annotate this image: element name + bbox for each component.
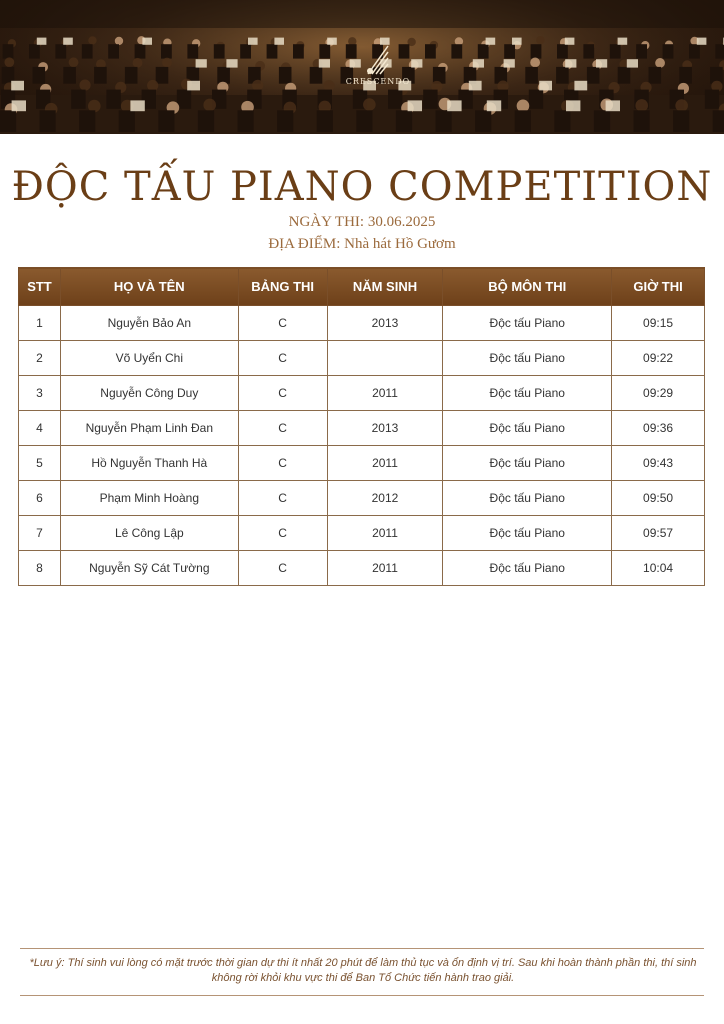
cell-time: 09:15 (612, 306, 705, 341)
cell-category: C (238, 446, 327, 481)
table-header-row (19, 268, 705, 306)
footer-divider-top (20, 948, 704, 949)
table-row (19, 481, 705, 516)
exam-date: NGÀY THI: 30.06.2025 (288, 214, 436, 230)
crescendo-logo (340, 44, 416, 100)
page-title: ĐỘC TẤU PIANO COMPETITION (11, 164, 713, 210)
cell-category: C (238, 411, 327, 446)
cell-time: 09:22 (612, 341, 705, 376)
cell-time: 10:04 (612, 551, 705, 586)
cell-time: 09:43 (612, 446, 705, 481)
cell-stt: 5 (19, 446, 61, 481)
cell-stt: 1 (19, 306, 61, 341)
orchestra-banner-image (0, 0, 724, 134)
schedule-table (18, 267, 705, 586)
cell-birth-year (327, 341, 443, 376)
cell-birth-year: 2011 (327, 376, 443, 411)
table-row (19, 446, 705, 481)
cell-stt: 3 (19, 376, 61, 411)
cell-name: Nguyễn Sỹ Cát Tường (60, 551, 238, 586)
cell-stt: 4 (19, 411, 61, 446)
cell-subject: Độc tấu Piano (443, 411, 612, 446)
cell-name: Hồ Nguyễn Thanh Hà (60, 446, 238, 481)
cell-birth-year: 2011 (327, 446, 443, 481)
header-stt: STT (19, 268, 61, 306)
table-row (19, 551, 705, 586)
cell-name: Võ Uyển Chi (60, 341, 238, 376)
cell-category: C (238, 376, 327, 411)
cell-subject: Độc tấu Piano (443, 516, 612, 551)
cell-stt: 2 (19, 341, 61, 376)
cell-time: 09:36 (612, 411, 705, 446)
cell-subject: Độc tấu Piano (443, 306, 612, 341)
exam-venue: ĐỊA ĐIỂM: Nhà hát Hồ Gươm (268, 236, 456, 252)
footer-divider-bottom (20, 995, 704, 996)
cell-name: Lê Công Lập (60, 516, 238, 551)
table-row (19, 306, 705, 341)
cell-time: 09:57 (612, 516, 705, 551)
cell-subject: Độc tấu Piano (443, 481, 612, 516)
footer-note: *Lưu ý: Thí sinh vui lòng có mặt trước thời gian dự thi ít nhất 20 phút để làm thủ tục và ổn định vị trí. Sau khi hoàn thành phần thi, thí sinh không rời khỏi khu vực thi để Ban Tổ Chức tiến hành trao giải. (29, 957, 697, 984)
logo-text: CRESCENDO (345, 77, 411, 86)
header-time: GIỜ THI (612, 268, 705, 306)
cell-name: Nguyễn Công Duy (60, 376, 238, 411)
cell-category: C (238, 481, 327, 516)
cell-category: C (238, 551, 327, 586)
cell-subject: Độc tấu Piano (443, 341, 612, 376)
cell-stt: 6 (19, 481, 61, 516)
table-row (19, 411, 705, 446)
table-row (19, 376, 705, 411)
table-row (19, 341, 705, 376)
cell-name: Nguyễn Bảo An (60, 306, 238, 341)
header-name: HỌ VÀ TÊN (60, 268, 238, 306)
table-row (19, 516, 705, 551)
cell-birth-year: 2013 (327, 306, 443, 341)
cell-time: 09:50 (612, 481, 705, 516)
cell-subject: Độc tấu Piano (443, 446, 612, 481)
cell-stt: 8 (19, 551, 61, 586)
cell-birth-year: 2011 (327, 551, 443, 586)
cell-subject: Độc tấu Piano (443, 551, 612, 586)
header-category: BẢNG THI (238, 268, 327, 306)
cell-birth-year: 2011 (327, 516, 443, 551)
cell-time: 09:29 (612, 376, 705, 411)
cell-category: C (238, 516, 327, 551)
header-subject: BỘ MÔN THI (443, 268, 612, 306)
cell-category: C (238, 341, 327, 376)
logo-mark-icon (364, 44, 392, 76)
cell-name: Nguyễn Phạm Linh Đan (60, 411, 238, 446)
cell-subject: Độc tấu Piano (443, 376, 612, 411)
cell-birth-year: 2013 (327, 411, 443, 446)
cell-category: C (238, 306, 327, 341)
cell-birth-year: 2012 (327, 481, 443, 516)
cell-name: Phạm Minh Hoàng (60, 481, 238, 516)
cell-stt: 7 (19, 516, 61, 551)
header-birth-year: NĂM SINH (327, 268, 443, 306)
